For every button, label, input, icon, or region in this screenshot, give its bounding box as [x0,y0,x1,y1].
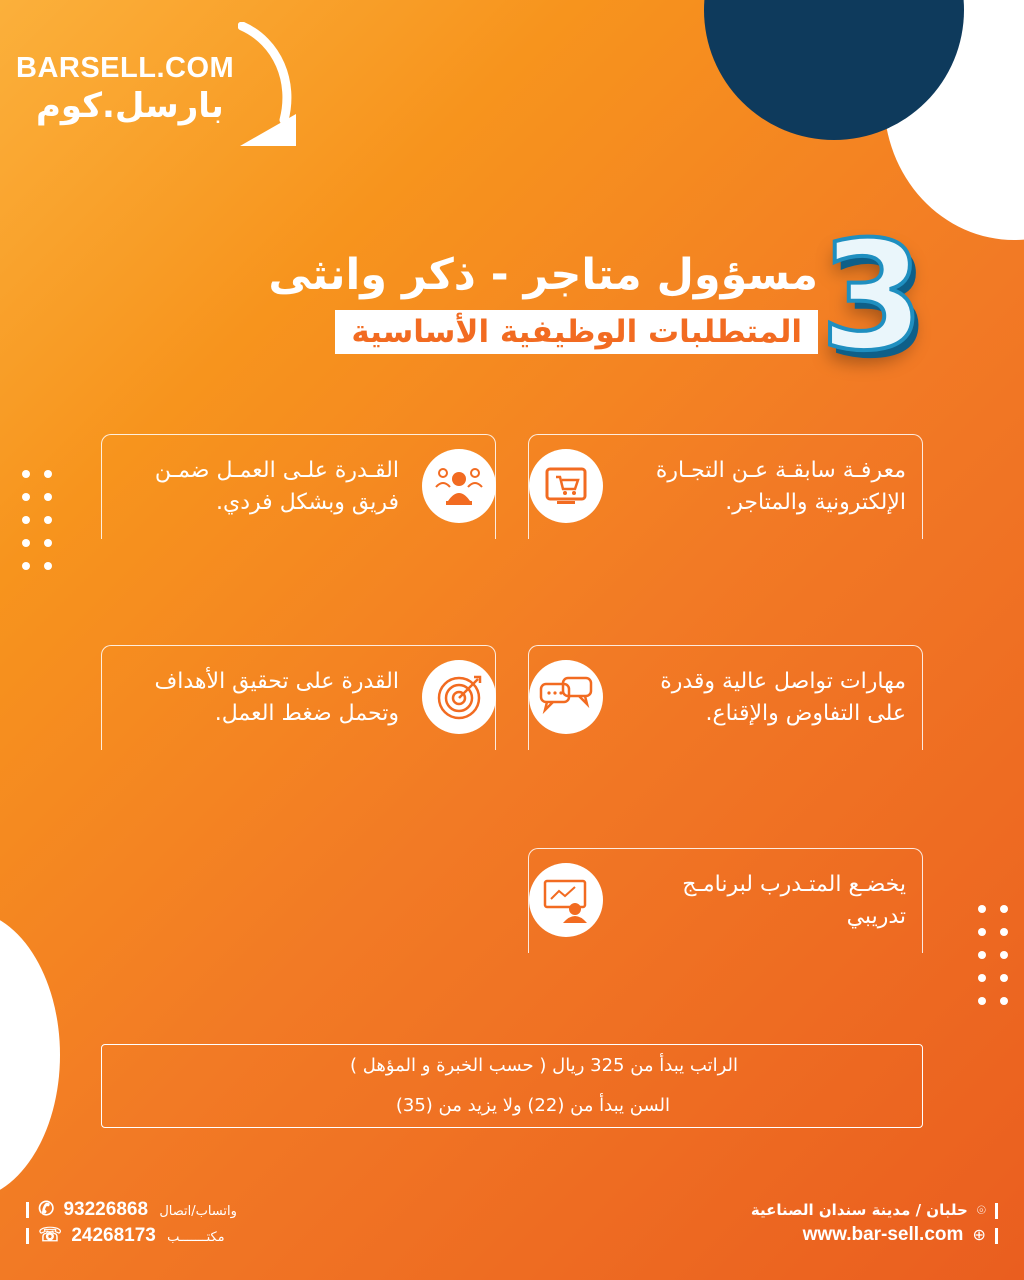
office-label: مكتـــــــب [167,1230,225,1245]
website-line [803,1224,998,1246]
requirement-text: القـدرة علـى العمـل ضمـن فريق وبشكل فردي. [154,458,399,515]
logo-mark-icon [238,22,298,146]
page-subtitle: المتطلبات الوظيفية الأساسية [351,314,802,350]
requirement-card [528,645,923,750]
address-text: حلبان / مدينة سندان الصناعية [750,1201,968,1219]
requirement-text: يخضـع المتـدرب لبرنامـج تدريبي [682,872,906,929]
requirement-card [528,434,923,539]
team-icon [422,449,496,523]
page-title: مسؤول متاجر - ذكر وانثى [268,250,818,300]
website-link[interactable]: www.bar-sell.com [802,1224,964,1245]
phone-icon: ☏ [38,1225,63,1246]
decor-dots-right [978,905,1008,1005]
subtitle-banner [335,310,818,354]
location-pin-icon: ⌾ [976,1201,986,1219]
job-number: 3 [820,210,925,384]
requirement-text: القدرة على تحقيق الأهداف وتحمل ضغط العمل. [154,669,399,726]
salary-text: الراتب يبدأ من 325 ريال ( حسب الخبرة و المؤهل ) [349,1055,738,1076]
requirement-card [528,848,923,953]
cart-icon [529,449,603,523]
whatsapp-number[interactable]: 93226868 [63,1199,149,1220]
office-number[interactable]: 24268173 [71,1225,156,1246]
target-icon [422,660,496,734]
whatsapp-label: واتساب/اتصال [159,1204,237,1219]
office-contact [26,1224,225,1247]
decor-dots-left [22,470,52,570]
logo-text-arabic: بارسل.كوم [36,86,224,126]
globe-icon: ⊕ [972,1225,986,1244]
age-text: السن يبدأ من (22) ولا يزيد من (35) [395,1095,670,1116]
whatsapp-icon: ✆ [38,1199,55,1220]
training-icon [529,863,603,937]
chat-icon [529,660,603,734]
address-line [751,1200,998,1219]
requirement-card [101,645,496,750]
whatsapp-contact [26,1198,237,1221]
decor-blob-white-left [0,910,60,1200]
requirement-text: مهارات تواصل عالية وقدرة على التفاوض والإقناع. [660,669,906,726]
requirement-card [101,434,496,539]
salary-age-box [101,1044,923,1128]
requirement-text: معرفـة سابقـة عـن التجـارة الإلكترونية والمتاجر. [655,458,906,515]
logo-text-latin: BARSELL.COM [16,52,235,84]
